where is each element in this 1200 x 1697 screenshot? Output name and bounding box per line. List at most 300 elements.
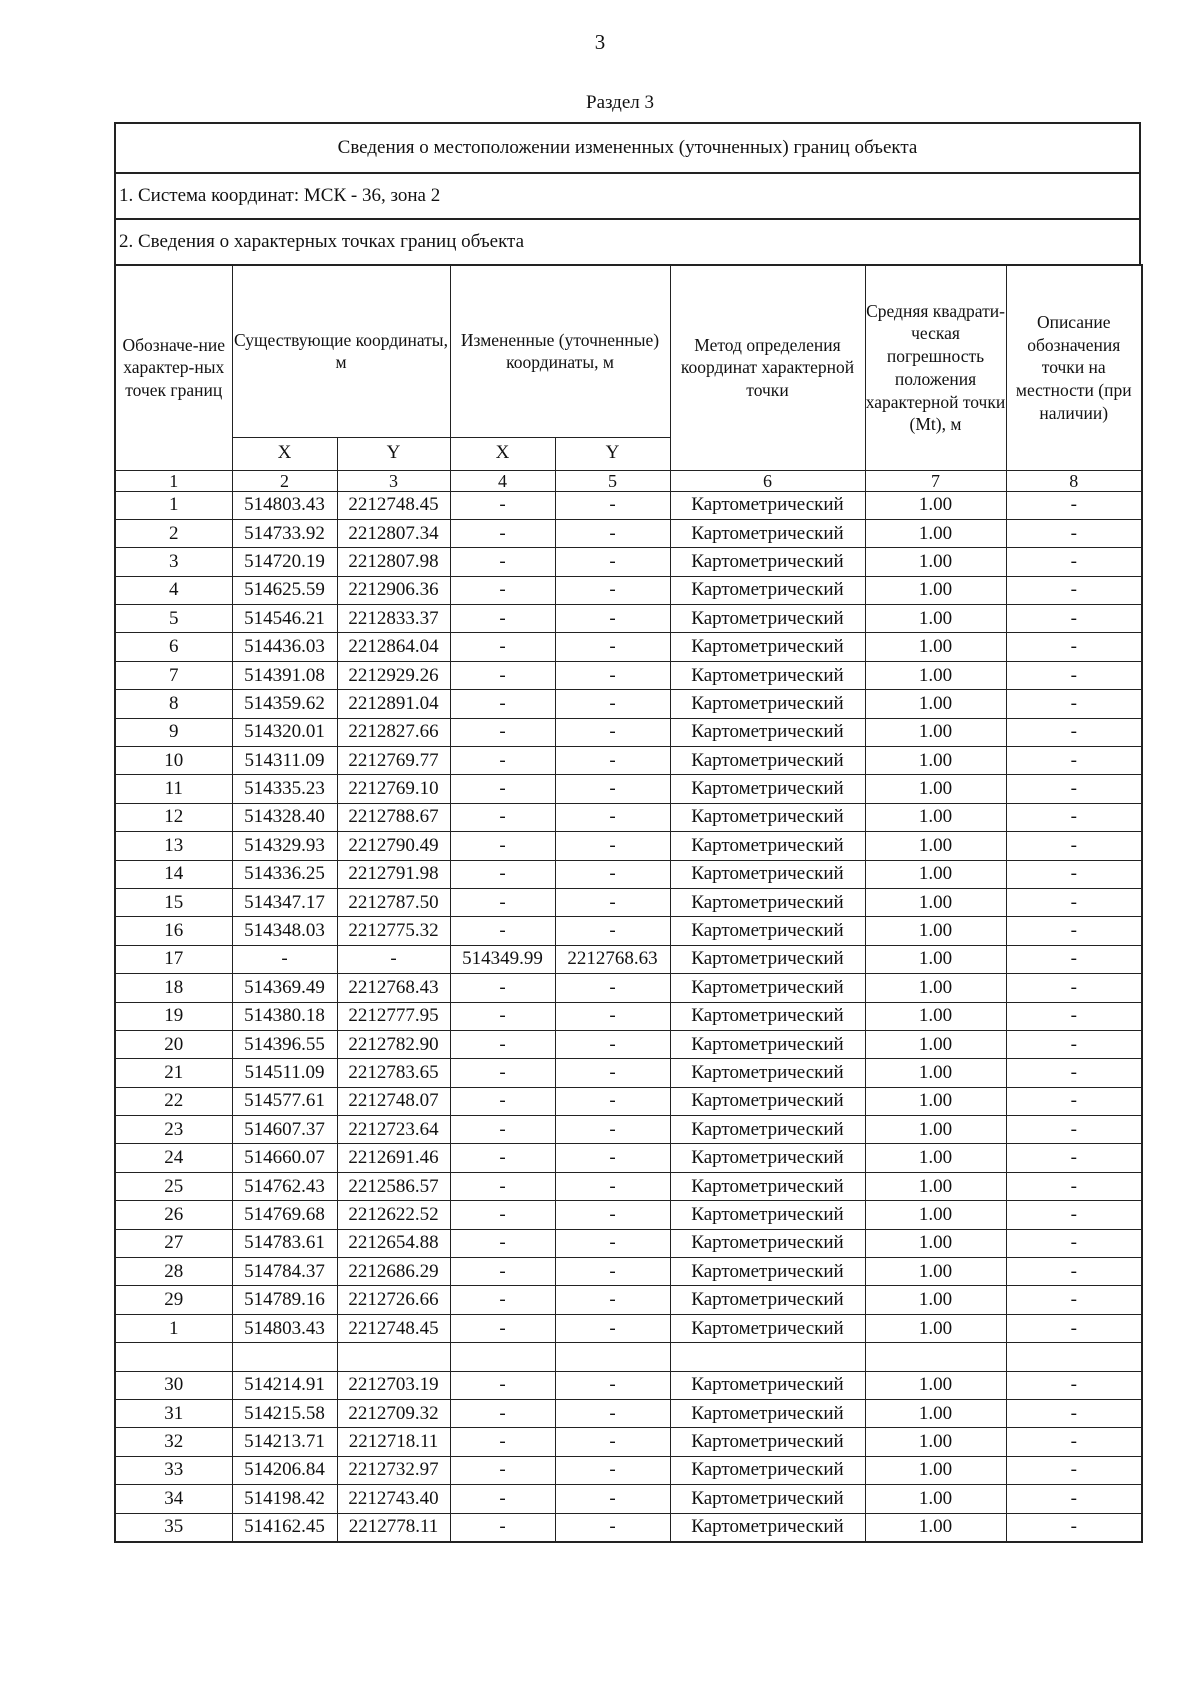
changed-y-cell: - bbox=[555, 974, 670, 1002]
rms-error-cell: 1.00 bbox=[865, 1201, 1006, 1229]
existing-y-cell: 2212891.04 bbox=[337, 690, 450, 718]
rms-error-cell: 1.00 bbox=[865, 747, 1006, 775]
rms-error-cell: 1.00 bbox=[865, 1258, 1006, 1286]
rms-error-cell: 1.00 bbox=[865, 1456, 1006, 1484]
existing-y-cell: 2212827.66 bbox=[337, 718, 450, 746]
existing-x-cell: 514436.03 bbox=[232, 633, 337, 661]
existing-y-cell: 2212703.19 bbox=[337, 1371, 450, 1399]
changed-y-cell: - bbox=[555, 1201, 670, 1229]
point-id-cell: 3 bbox=[115, 548, 232, 576]
method-cell: Картометрический bbox=[670, 576, 865, 604]
description-cell: - bbox=[1006, 633, 1142, 661]
method-cell: Картометрический bbox=[670, 1428, 865, 1456]
point-id-cell: 18 bbox=[115, 974, 232, 1002]
description-cell: - bbox=[1006, 1059, 1142, 1087]
header-existing-x: X bbox=[232, 437, 337, 470]
method-cell: Картометрический bbox=[670, 690, 865, 718]
description-cell: - bbox=[1006, 974, 1142, 1002]
description-cell: - bbox=[1006, 1087, 1142, 1115]
existing-y-cell: 2212691.46 bbox=[337, 1144, 450, 1172]
method-cell bbox=[670, 1343, 865, 1371]
description-cell: - bbox=[1006, 1030, 1142, 1058]
method-cell: Картометрический bbox=[670, 917, 865, 945]
changed-x-cell: - bbox=[450, 1314, 555, 1342]
method-cell: Картометрический bbox=[670, 491, 865, 519]
changed-x-cell: - bbox=[450, 605, 555, 633]
table-row bbox=[115, 1513, 1142, 1542]
table-row bbox=[115, 1116, 1142, 1144]
changed-y-cell: - bbox=[555, 1030, 670, 1058]
header-error: Средняя квадрати-ческая погрешность положения характерной точки (Mt), м bbox=[865, 265, 1006, 470]
table-row bbox=[115, 832, 1142, 860]
header-method: Метод определения координат характерной точки bbox=[670, 265, 865, 470]
existing-y-cell: 2212686.29 bbox=[337, 1258, 450, 1286]
table-row bbox=[115, 917, 1142, 945]
changed-y-cell: - bbox=[555, 605, 670, 633]
point-id-cell: 28 bbox=[115, 1258, 232, 1286]
method-cell: Картометрический bbox=[670, 1229, 865, 1257]
table-row bbox=[115, 1087, 1142, 1115]
changed-y-cell: - bbox=[555, 1172, 670, 1200]
rms-error-cell: 1.00 bbox=[865, 1002, 1006, 1030]
existing-y-cell: 2212768.43 bbox=[337, 974, 450, 1002]
existing-x-cell: 514546.21 bbox=[232, 605, 337, 633]
description-cell: - bbox=[1006, 1428, 1142, 1456]
changed-y-cell: - bbox=[555, 860, 670, 888]
rms-error-cell: 1.00 bbox=[865, 1229, 1006, 1257]
existing-y-cell: 2212787.50 bbox=[337, 888, 450, 916]
header-changed: Измененные (уточненные) координаты, м bbox=[450, 265, 670, 437]
rms-error-cell: 1.00 bbox=[865, 1087, 1006, 1115]
method-cell: Картометрический bbox=[670, 548, 865, 576]
existing-x-cell: 514625.59 bbox=[232, 576, 337, 604]
existing-y-cell: 2212783.65 bbox=[337, 1059, 450, 1087]
description-cell: - bbox=[1006, 1371, 1142, 1399]
rms-error-cell: 1.00 bbox=[865, 888, 1006, 916]
existing-x-cell: - bbox=[232, 945, 337, 973]
point-id-cell: 14 bbox=[115, 860, 232, 888]
point-id-cell: 16 bbox=[115, 917, 232, 945]
existing-y-cell: 2212709.32 bbox=[337, 1400, 450, 1428]
existing-x-cell: 514511.09 bbox=[232, 1059, 337, 1087]
changed-x-cell: - bbox=[450, 1456, 555, 1484]
existing-x-cell bbox=[232, 1343, 337, 1371]
rms-error-cell: 1.00 bbox=[865, 917, 1006, 945]
method-cell: Картометрический bbox=[670, 1485, 865, 1513]
description-cell: - bbox=[1006, 1485, 1142, 1513]
changed-x-cell: - bbox=[450, 1400, 555, 1428]
changed-x-cell: - bbox=[450, 491, 555, 519]
existing-y-cell: 2212723.64 bbox=[337, 1116, 450, 1144]
table-row bbox=[115, 1343, 1142, 1371]
table-row bbox=[115, 775, 1142, 803]
existing-y-cell: 2212777.95 bbox=[337, 1002, 450, 1030]
method-cell: Картометрический bbox=[670, 1400, 865, 1428]
description-cell: - bbox=[1006, 576, 1142, 604]
existing-y-cell: 2212807.98 bbox=[337, 548, 450, 576]
rms-error-cell: 1.00 bbox=[865, 803, 1006, 831]
method-cell: Картометрический bbox=[670, 775, 865, 803]
column-number-row bbox=[115, 470, 1142, 491]
existing-x-cell: 514783.61 bbox=[232, 1229, 337, 1257]
changed-x-cell: - bbox=[450, 661, 555, 689]
existing-y-cell: 2212788.67 bbox=[337, 803, 450, 831]
method-cell: Картометрический bbox=[670, 860, 865, 888]
changed-x-cell: - bbox=[450, 974, 555, 1002]
existing-x-cell: 514577.61 bbox=[232, 1087, 337, 1115]
column-number: 2 bbox=[232, 470, 337, 491]
changed-y-cell: - bbox=[555, 1229, 670, 1257]
description-cell: - bbox=[1006, 803, 1142, 831]
existing-x-cell: 514391.08 bbox=[232, 661, 337, 689]
existing-x-cell: 514733.92 bbox=[232, 519, 337, 547]
table-row bbox=[115, 1229, 1142, 1257]
changed-x-cell: - bbox=[450, 917, 555, 945]
existing-y-cell: 2212718.11 bbox=[337, 1428, 450, 1456]
existing-y-cell: 2212791.98 bbox=[337, 860, 450, 888]
description-cell: - bbox=[1006, 718, 1142, 746]
point-id-cell: 33 bbox=[115, 1456, 232, 1484]
rms-error-cell: 1.00 bbox=[865, 1371, 1006, 1399]
changed-x-cell: - bbox=[450, 747, 555, 775]
existing-y-cell: 2212748.07 bbox=[337, 1087, 450, 1115]
section-label: Раздел 3 bbox=[586, 92, 654, 113]
description-cell: - bbox=[1006, 1258, 1142, 1286]
description-cell: - bbox=[1006, 1456, 1142, 1484]
existing-y-cell: 2212807.34 bbox=[337, 519, 450, 547]
description-cell: - bbox=[1006, 1172, 1142, 1200]
method-cell: Картометрический bbox=[670, 1144, 865, 1172]
changed-y-cell: - bbox=[555, 803, 670, 831]
existing-y-cell: 2212726.66 bbox=[337, 1286, 450, 1314]
method-cell: Картометрический bbox=[670, 832, 865, 860]
table-row bbox=[115, 605, 1142, 633]
existing-y-cell: 2212732.97 bbox=[337, 1456, 450, 1484]
point-id-cell: 6 bbox=[115, 633, 232, 661]
point-id-cell: 19 bbox=[115, 1002, 232, 1030]
existing-y-cell: 2212748.45 bbox=[337, 491, 450, 519]
changed-x-cell: - bbox=[450, 1030, 555, 1058]
rms-error-cell: 1.00 bbox=[865, 605, 1006, 633]
changed-y-cell: - bbox=[555, 1400, 670, 1428]
point-id-cell: 34 bbox=[115, 1485, 232, 1513]
changed-y-cell: 2212768.63 bbox=[555, 945, 670, 973]
description-cell: - bbox=[1006, 548, 1142, 576]
existing-x-cell: 514328.40 bbox=[232, 803, 337, 831]
changed-y-cell: - bbox=[555, 832, 670, 860]
existing-x-cell: 514803.43 bbox=[232, 1314, 337, 1342]
changed-x-cell: - bbox=[450, 1201, 555, 1229]
point-id-cell: 7 bbox=[115, 661, 232, 689]
description-cell: - bbox=[1006, 690, 1142, 718]
column-number: 8 bbox=[1006, 470, 1142, 491]
existing-x-cell: 514215.58 bbox=[232, 1400, 337, 1428]
table-row bbox=[115, 633, 1142, 661]
description-cell: - bbox=[1006, 491, 1142, 519]
table-row bbox=[115, 803, 1142, 831]
rms-error-cell: 1.00 bbox=[865, 860, 1006, 888]
changed-x-cell: - bbox=[450, 1513, 555, 1542]
description-cell: - bbox=[1006, 1229, 1142, 1257]
table-row bbox=[115, 576, 1142, 604]
changed-y-cell: - bbox=[555, 1428, 670, 1456]
changed-x-cell: - bbox=[450, 832, 555, 860]
existing-x-cell: 514769.68 bbox=[232, 1201, 337, 1229]
changed-y-cell: - bbox=[555, 1116, 670, 1144]
changed-y-cell: - bbox=[555, 661, 670, 689]
point-id-cell: 31 bbox=[115, 1400, 232, 1428]
description-cell: - bbox=[1006, 860, 1142, 888]
table-row bbox=[115, 1428, 1142, 1456]
rms-error-cell: 1.00 bbox=[865, 1144, 1006, 1172]
page-number: 3 bbox=[594, 30, 606, 54]
changed-x-cell: - bbox=[450, 519, 555, 547]
changed-x-cell: - bbox=[450, 1172, 555, 1200]
header-description: Описание обозначения точки на местности (при наличии) bbox=[1006, 265, 1142, 470]
table-row bbox=[115, 519, 1142, 547]
method-cell: Картометрический bbox=[670, 1371, 865, 1399]
description-cell: - bbox=[1006, 661, 1142, 689]
changed-y-cell: - bbox=[555, 1513, 670, 1542]
table-row bbox=[115, 860, 1142, 888]
changed-x-cell: - bbox=[450, 888, 555, 916]
changed-y-cell: - bbox=[555, 1002, 670, 1030]
table-row bbox=[115, 1059, 1142, 1087]
point-id-cell: 11 bbox=[115, 775, 232, 803]
changed-x-cell: - bbox=[450, 1485, 555, 1513]
rms-error-cell: 1.00 bbox=[865, 974, 1006, 1002]
method-cell: Картометрический bbox=[670, 1030, 865, 1058]
changed-x-cell: - bbox=[450, 548, 555, 576]
rms-error-cell: 1.00 bbox=[865, 491, 1006, 519]
column-number: 7 bbox=[865, 470, 1006, 491]
method-cell: Картометрический bbox=[670, 1286, 865, 1314]
changed-x-cell: - bbox=[450, 803, 555, 831]
point-id-cell: 26 bbox=[115, 1201, 232, 1229]
changed-y-cell: - bbox=[555, 775, 670, 803]
existing-y-cell: 2212906.36 bbox=[337, 576, 450, 604]
existing-x-cell: 514660.07 bbox=[232, 1144, 337, 1172]
rms-error-cell: 1.00 bbox=[865, 1485, 1006, 1513]
rms-error-cell: 1.00 bbox=[865, 945, 1006, 973]
table-row bbox=[115, 718, 1142, 746]
method-cell: Картометрический bbox=[670, 945, 865, 973]
header-existing-y: Y bbox=[337, 437, 450, 470]
column-number: 5 bbox=[555, 470, 670, 491]
existing-x-cell: 514762.43 bbox=[232, 1172, 337, 1200]
existing-x-cell: 514198.42 bbox=[232, 1485, 337, 1513]
point-id-cell: 10 bbox=[115, 747, 232, 775]
existing-y-cell: - bbox=[337, 945, 450, 973]
table-row bbox=[115, 1485, 1142, 1513]
table-row bbox=[115, 1371, 1142, 1399]
header-changed-x: X bbox=[450, 437, 555, 470]
point-id-cell: 23 bbox=[115, 1116, 232, 1144]
description-cell: - bbox=[1006, 1400, 1142, 1428]
changed-x-cell: - bbox=[450, 775, 555, 803]
description-cell: - bbox=[1006, 917, 1142, 945]
point-id-cell: 32 bbox=[115, 1428, 232, 1456]
description-cell: - bbox=[1006, 888, 1142, 916]
rms-error-cell: 1.00 bbox=[865, 718, 1006, 746]
existing-y-cell: 2212586.57 bbox=[337, 1172, 450, 1200]
column-number: 4 bbox=[450, 470, 555, 491]
table-row bbox=[115, 1400, 1142, 1428]
changed-x-cell: - bbox=[450, 1059, 555, 1087]
description-cell: - bbox=[1006, 1002, 1142, 1030]
changed-y-cell: - bbox=[555, 1456, 670, 1484]
description-cell: - bbox=[1006, 832, 1142, 860]
changed-x-cell: 514349.99 bbox=[450, 945, 555, 973]
rms-error-cell: 1.00 bbox=[865, 775, 1006, 803]
point-id-cell: 13 bbox=[115, 832, 232, 860]
description-cell: - bbox=[1006, 945, 1142, 973]
method-cell: Картометрический bbox=[670, 888, 865, 916]
description-cell: - bbox=[1006, 1314, 1142, 1342]
point-id-cell: 15 bbox=[115, 888, 232, 916]
point-id-cell: 12 bbox=[115, 803, 232, 831]
existing-x-cell: 514607.37 bbox=[232, 1116, 337, 1144]
changed-x-cell: - bbox=[450, 576, 555, 604]
method-cell: Картометрический bbox=[670, 1116, 865, 1144]
description-cell: - bbox=[1006, 1201, 1142, 1229]
changed-x-cell: - bbox=[450, 1229, 555, 1257]
description-cell: - bbox=[1006, 1144, 1142, 1172]
header-changed-y: Y bbox=[555, 437, 670, 470]
table-row bbox=[115, 1286, 1142, 1314]
rms-error-cell: 1.00 bbox=[865, 1286, 1006, 1314]
header-existing: Существующие координаты, м bbox=[232, 265, 450, 437]
table-row bbox=[115, 1258, 1142, 1286]
changed-y-cell: - bbox=[555, 633, 670, 661]
point-id-cell: 8 bbox=[115, 690, 232, 718]
rms-error-cell: 1.00 bbox=[865, 1030, 1006, 1058]
table-row bbox=[115, 888, 1142, 916]
point-id-cell: 2 bbox=[115, 519, 232, 547]
existing-y-cell bbox=[337, 1343, 450, 1371]
rms-error-cell: 1.00 bbox=[865, 1116, 1006, 1144]
rms-error-cell: 1.00 bbox=[865, 1428, 1006, 1456]
changed-y-cell: - bbox=[555, 519, 670, 547]
existing-y-cell: 2212769.10 bbox=[337, 775, 450, 803]
table-row bbox=[115, 945, 1142, 973]
method-cell: Картометрический bbox=[670, 974, 865, 1002]
table-row bbox=[115, 661, 1142, 689]
existing-x-cell: 514329.93 bbox=[232, 832, 337, 860]
existing-x-cell: 514348.03 bbox=[232, 917, 337, 945]
point-id-cell: 20 bbox=[115, 1030, 232, 1058]
method-cell: Картометрический bbox=[670, 1002, 865, 1030]
method-cell: Картометрический bbox=[670, 519, 865, 547]
point-id-cell: 17 bbox=[115, 945, 232, 973]
sheet-title: Сведения о местоположении измененных (уточненных) границ объекта bbox=[114, 122, 1141, 172]
point-id-cell: 22 bbox=[115, 1087, 232, 1115]
existing-x-cell: 514380.18 bbox=[232, 1002, 337, 1030]
method-cell: Картометрический bbox=[670, 1258, 865, 1286]
changed-x-cell: - bbox=[450, 1002, 555, 1030]
existing-x-cell: 514335.23 bbox=[232, 775, 337, 803]
changed-x-cell: - bbox=[450, 1144, 555, 1172]
table-row bbox=[115, 690, 1142, 718]
method-cell: Картометрический bbox=[670, 1456, 865, 1484]
existing-y-cell: 2212775.32 bbox=[337, 917, 450, 945]
points-rows bbox=[115, 491, 1142, 1542]
rms-error-cell: 1.00 bbox=[865, 548, 1006, 576]
changed-y-cell: - bbox=[555, 1258, 670, 1286]
description-cell: - bbox=[1006, 1513, 1142, 1542]
existing-x-cell: 514720.19 bbox=[232, 548, 337, 576]
changed-y-cell: - bbox=[555, 576, 670, 604]
header-designation: Обозначе-ние характер-ных точек границ bbox=[115, 265, 232, 470]
existing-x-cell: 514359.62 bbox=[232, 690, 337, 718]
method-cell: Картометрический bbox=[670, 1513, 865, 1542]
table-row bbox=[115, 548, 1142, 576]
column-number: 1 bbox=[115, 470, 232, 491]
existing-y-cell: 2212743.40 bbox=[337, 1485, 450, 1513]
existing-x-cell: 514213.71 bbox=[232, 1428, 337, 1456]
existing-x-cell: 514784.37 bbox=[232, 1258, 337, 1286]
changed-x-cell: - bbox=[450, 633, 555, 661]
rms-error-cell: 1.00 bbox=[865, 661, 1006, 689]
changed-y-cell: - bbox=[555, 491, 670, 519]
existing-x-cell: 514206.84 bbox=[232, 1456, 337, 1484]
table-row bbox=[115, 1030, 1142, 1058]
description-cell: - bbox=[1006, 519, 1142, 547]
method-cell: Картометрический bbox=[670, 605, 865, 633]
changed-x-cell: - bbox=[450, 690, 555, 718]
changed-x-cell: - bbox=[450, 1428, 555, 1456]
changed-y-cell: - bbox=[555, 1059, 670, 1087]
existing-y-cell: 2212929.26 bbox=[337, 661, 450, 689]
rms-error-cell: 1.00 bbox=[865, 690, 1006, 718]
column-number: 3 bbox=[337, 470, 450, 491]
changed-y-cell: - bbox=[555, 1314, 670, 1342]
table-row bbox=[115, 1144, 1142, 1172]
existing-x-cell: 514162.45 bbox=[232, 1513, 337, 1542]
existing-y-cell: 2212622.52 bbox=[337, 1201, 450, 1229]
changed-y-cell: - bbox=[555, 1485, 670, 1513]
point-id-cell bbox=[115, 1343, 232, 1371]
method-cell: Картометрический bbox=[670, 1314, 865, 1342]
existing-y-cell: 2212748.45 bbox=[337, 1314, 450, 1342]
changed-y-cell: - bbox=[555, 718, 670, 746]
changed-x-cell: - bbox=[450, 1371, 555, 1399]
existing-y-cell: 2212654.88 bbox=[337, 1229, 450, 1257]
point-id-cell: 35 bbox=[115, 1513, 232, 1542]
changed-x-cell: - bbox=[450, 1286, 555, 1314]
method-cell: Картометрический bbox=[670, 1059, 865, 1087]
table-row bbox=[115, 1314, 1142, 1342]
method-cell: Картометрический bbox=[670, 1087, 865, 1115]
method-cell: Картометрический bbox=[670, 718, 865, 746]
rms-error-cell: 1.00 bbox=[865, 576, 1006, 604]
description-cell: - bbox=[1006, 1286, 1142, 1314]
description-cell: - bbox=[1006, 747, 1142, 775]
rms-error-cell: 1.00 bbox=[865, 1513, 1006, 1542]
changed-y-cell: - bbox=[555, 888, 670, 916]
rms-error-cell: 1.00 bbox=[865, 519, 1006, 547]
point-id-cell: 5 bbox=[115, 605, 232, 633]
changed-y-cell: - bbox=[555, 1371, 670, 1399]
method-cell: Картометрический bbox=[670, 1172, 865, 1200]
table-row bbox=[115, 747, 1142, 775]
changed-y-cell bbox=[555, 1343, 670, 1371]
description-cell: - bbox=[1006, 775, 1142, 803]
table-row bbox=[115, 491, 1142, 519]
method-cell: Картометрический bbox=[670, 1201, 865, 1229]
point-id-cell: 21 bbox=[115, 1059, 232, 1087]
point-id-cell: 1 bbox=[115, 491, 232, 519]
